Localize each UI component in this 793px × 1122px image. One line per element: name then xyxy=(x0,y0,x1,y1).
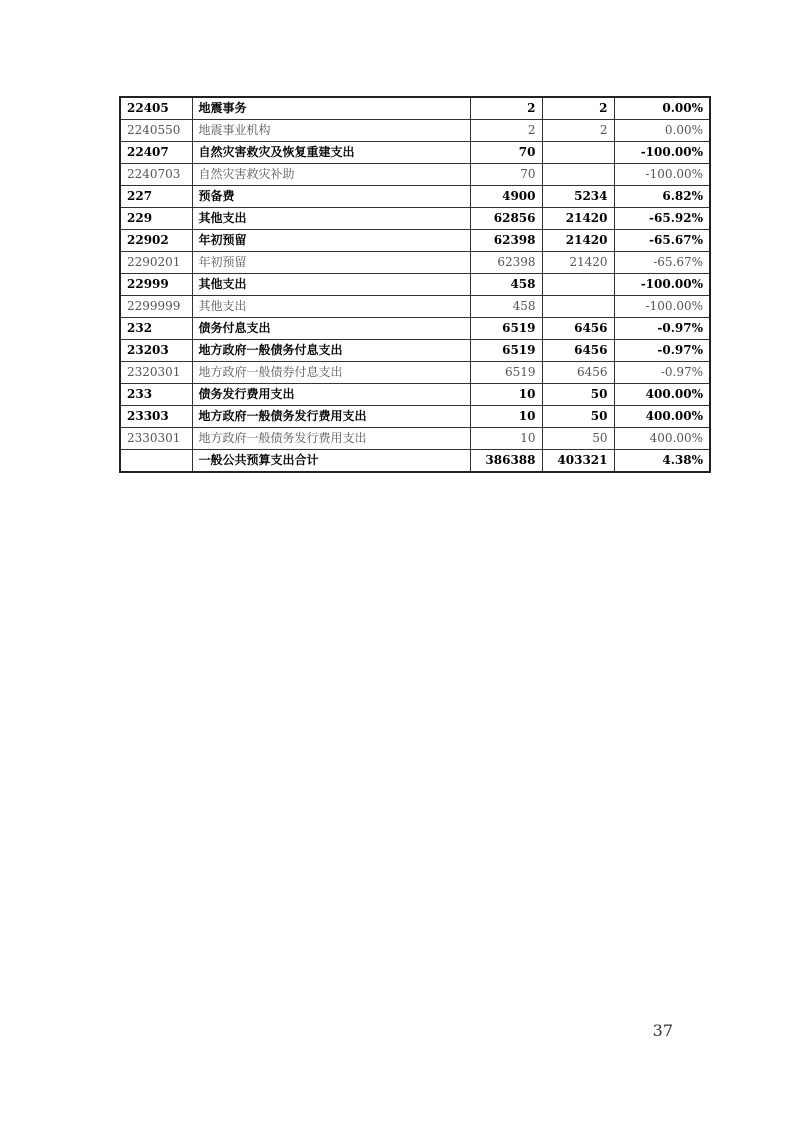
budget-cell xyxy=(542,142,614,164)
table-row xyxy=(120,406,710,428)
code-cell: 229 xyxy=(120,208,192,230)
budget-cell: 50 xyxy=(542,428,614,450)
change-percent-cell: 400.00% xyxy=(614,384,710,406)
prior-year-cell: 2 xyxy=(470,97,542,120)
table-row xyxy=(120,384,710,406)
page-number: 37 xyxy=(652,1021,673,1040)
name-cell: 地震事务 xyxy=(192,97,470,120)
budget-cell: 21420 xyxy=(542,208,614,230)
prior-year-cell: 2 xyxy=(470,120,542,142)
table-row xyxy=(120,208,710,230)
budget-cell xyxy=(542,164,614,186)
name-cell: 其他支出 xyxy=(192,274,470,296)
change-percent-cell: -65.67% xyxy=(614,230,710,252)
prior-year-cell: 62856 xyxy=(470,208,542,230)
name-cell: 年初预留 xyxy=(192,252,470,274)
name-cell: 地方政府一般债务发行费用支出 xyxy=(192,406,470,428)
budget-cell: 403321 xyxy=(542,450,614,473)
code-cell: 22405 xyxy=(120,97,192,120)
change-percent-cell: -0.97% xyxy=(614,362,710,384)
prior-year-cell: 458 xyxy=(470,296,542,318)
budget-cell: 50 xyxy=(542,406,614,428)
name-cell: 自然灾害救灾及恢复重建支出 xyxy=(192,142,470,164)
code-cell: 2330301 xyxy=(120,428,192,450)
code-cell: 2240703 xyxy=(120,164,192,186)
budget-cell xyxy=(542,274,614,296)
change-percent-cell: 4.38% xyxy=(614,450,710,473)
change-percent-cell: -65.67% xyxy=(614,252,710,274)
name-cell: 预备费 xyxy=(192,186,470,208)
prior-year-cell: 62398 xyxy=(470,252,542,274)
name-cell: 地方政府一般债券付息支出 xyxy=(192,362,470,384)
budget-expenditure-table xyxy=(119,96,711,473)
code-cell: 227 xyxy=(120,186,192,208)
table-row xyxy=(120,230,710,252)
prior-year-cell: 458 xyxy=(470,274,542,296)
budget-cell: 5234 xyxy=(542,186,614,208)
code-cell: 22407 xyxy=(120,142,192,164)
table-row xyxy=(120,120,710,142)
change-percent-cell: 6.82% xyxy=(614,186,710,208)
name-cell: 年初预留 xyxy=(192,230,470,252)
code-cell: 23203 xyxy=(120,340,192,362)
table-row xyxy=(120,274,710,296)
change-percent-cell: 400.00% xyxy=(614,406,710,428)
name-cell: 地方政府一般债务发行费用支出 xyxy=(192,428,470,450)
change-percent-cell: -100.00% xyxy=(614,164,710,186)
table-row xyxy=(120,252,710,274)
name-cell: 一般公共预算支出合计 xyxy=(192,450,470,473)
code-cell: 2320301 xyxy=(120,362,192,384)
table-row xyxy=(120,340,710,362)
change-percent-cell: -100.00% xyxy=(614,142,710,164)
prior-year-cell: 386388 xyxy=(470,450,542,473)
code-cell: 232 xyxy=(120,318,192,340)
change-percent-cell: 400.00% xyxy=(614,428,710,450)
name-cell: 债务付息支出 xyxy=(192,318,470,340)
code-cell: 22902 xyxy=(120,230,192,252)
table-row xyxy=(120,362,710,384)
code-cell: 2290201 xyxy=(120,252,192,274)
change-percent-cell: -100.00% xyxy=(614,296,710,318)
budget-cell: 50 xyxy=(542,384,614,406)
code-cell: 2299999 xyxy=(120,296,192,318)
prior-year-cell: 70 xyxy=(470,164,542,186)
table-row xyxy=(120,318,710,340)
table-row xyxy=(120,186,710,208)
code-cell: 233 xyxy=(120,384,192,406)
prior-year-cell: 6519 xyxy=(470,318,542,340)
prior-year-cell: 10 xyxy=(470,384,542,406)
budget-cell: 6456 xyxy=(542,318,614,340)
table-row xyxy=(120,142,710,164)
table-row xyxy=(120,97,710,120)
change-percent-cell: -100.00% xyxy=(614,274,710,296)
name-cell: 地方政府一般债务付息支出 xyxy=(192,340,470,362)
name-cell: 地震事业机构 xyxy=(192,120,470,142)
prior-year-cell: 6519 xyxy=(470,340,542,362)
budget-cell: 6456 xyxy=(542,362,614,384)
budget-cell: 2 xyxy=(542,120,614,142)
prior-year-cell: 10 xyxy=(470,406,542,428)
change-percent-cell: 0.00% xyxy=(614,120,710,142)
budget-cell: 2 xyxy=(542,97,614,120)
code-cell xyxy=(120,450,192,473)
budget-cell: 6456 xyxy=(542,340,614,362)
name-cell: 自然灾害救灾补助 xyxy=(192,164,470,186)
change-percent-cell: -0.97% xyxy=(614,340,710,362)
code-cell: 23303 xyxy=(120,406,192,428)
prior-year-cell: 4900 xyxy=(470,186,542,208)
budget-cell: 21420 xyxy=(542,252,614,274)
prior-year-cell: 70 xyxy=(470,142,542,164)
name-cell: 其他支出 xyxy=(192,208,470,230)
budget-cell xyxy=(542,296,614,318)
name-cell: 其他支出 xyxy=(192,296,470,318)
prior-year-cell: 10 xyxy=(470,428,542,450)
table-row xyxy=(120,164,710,186)
change-percent-cell: -65.92% xyxy=(614,208,710,230)
change-percent-cell: 0.00% xyxy=(614,97,710,120)
table-body xyxy=(120,97,710,472)
table-row xyxy=(120,296,710,318)
code-cell: 22999 xyxy=(120,274,192,296)
table-row xyxy=(120,428,710,450)
prior-year-cell: 62398 xyxy=(470,230,542,252)
prior-year-cell: 6519 xyxy=(470,362,542,384)
table-row xyxy=(120,450,710,473)
change-percent-cell: -0.97% xyxy=(614,318,710,340)
name-cell: 债务发行费用支出 xyxy=(192,384,470,406)
code-cell: 2240550 xyxy=(120,120,192,142)
budget-cell: 21420 xyxy=(542,230,614,252)
